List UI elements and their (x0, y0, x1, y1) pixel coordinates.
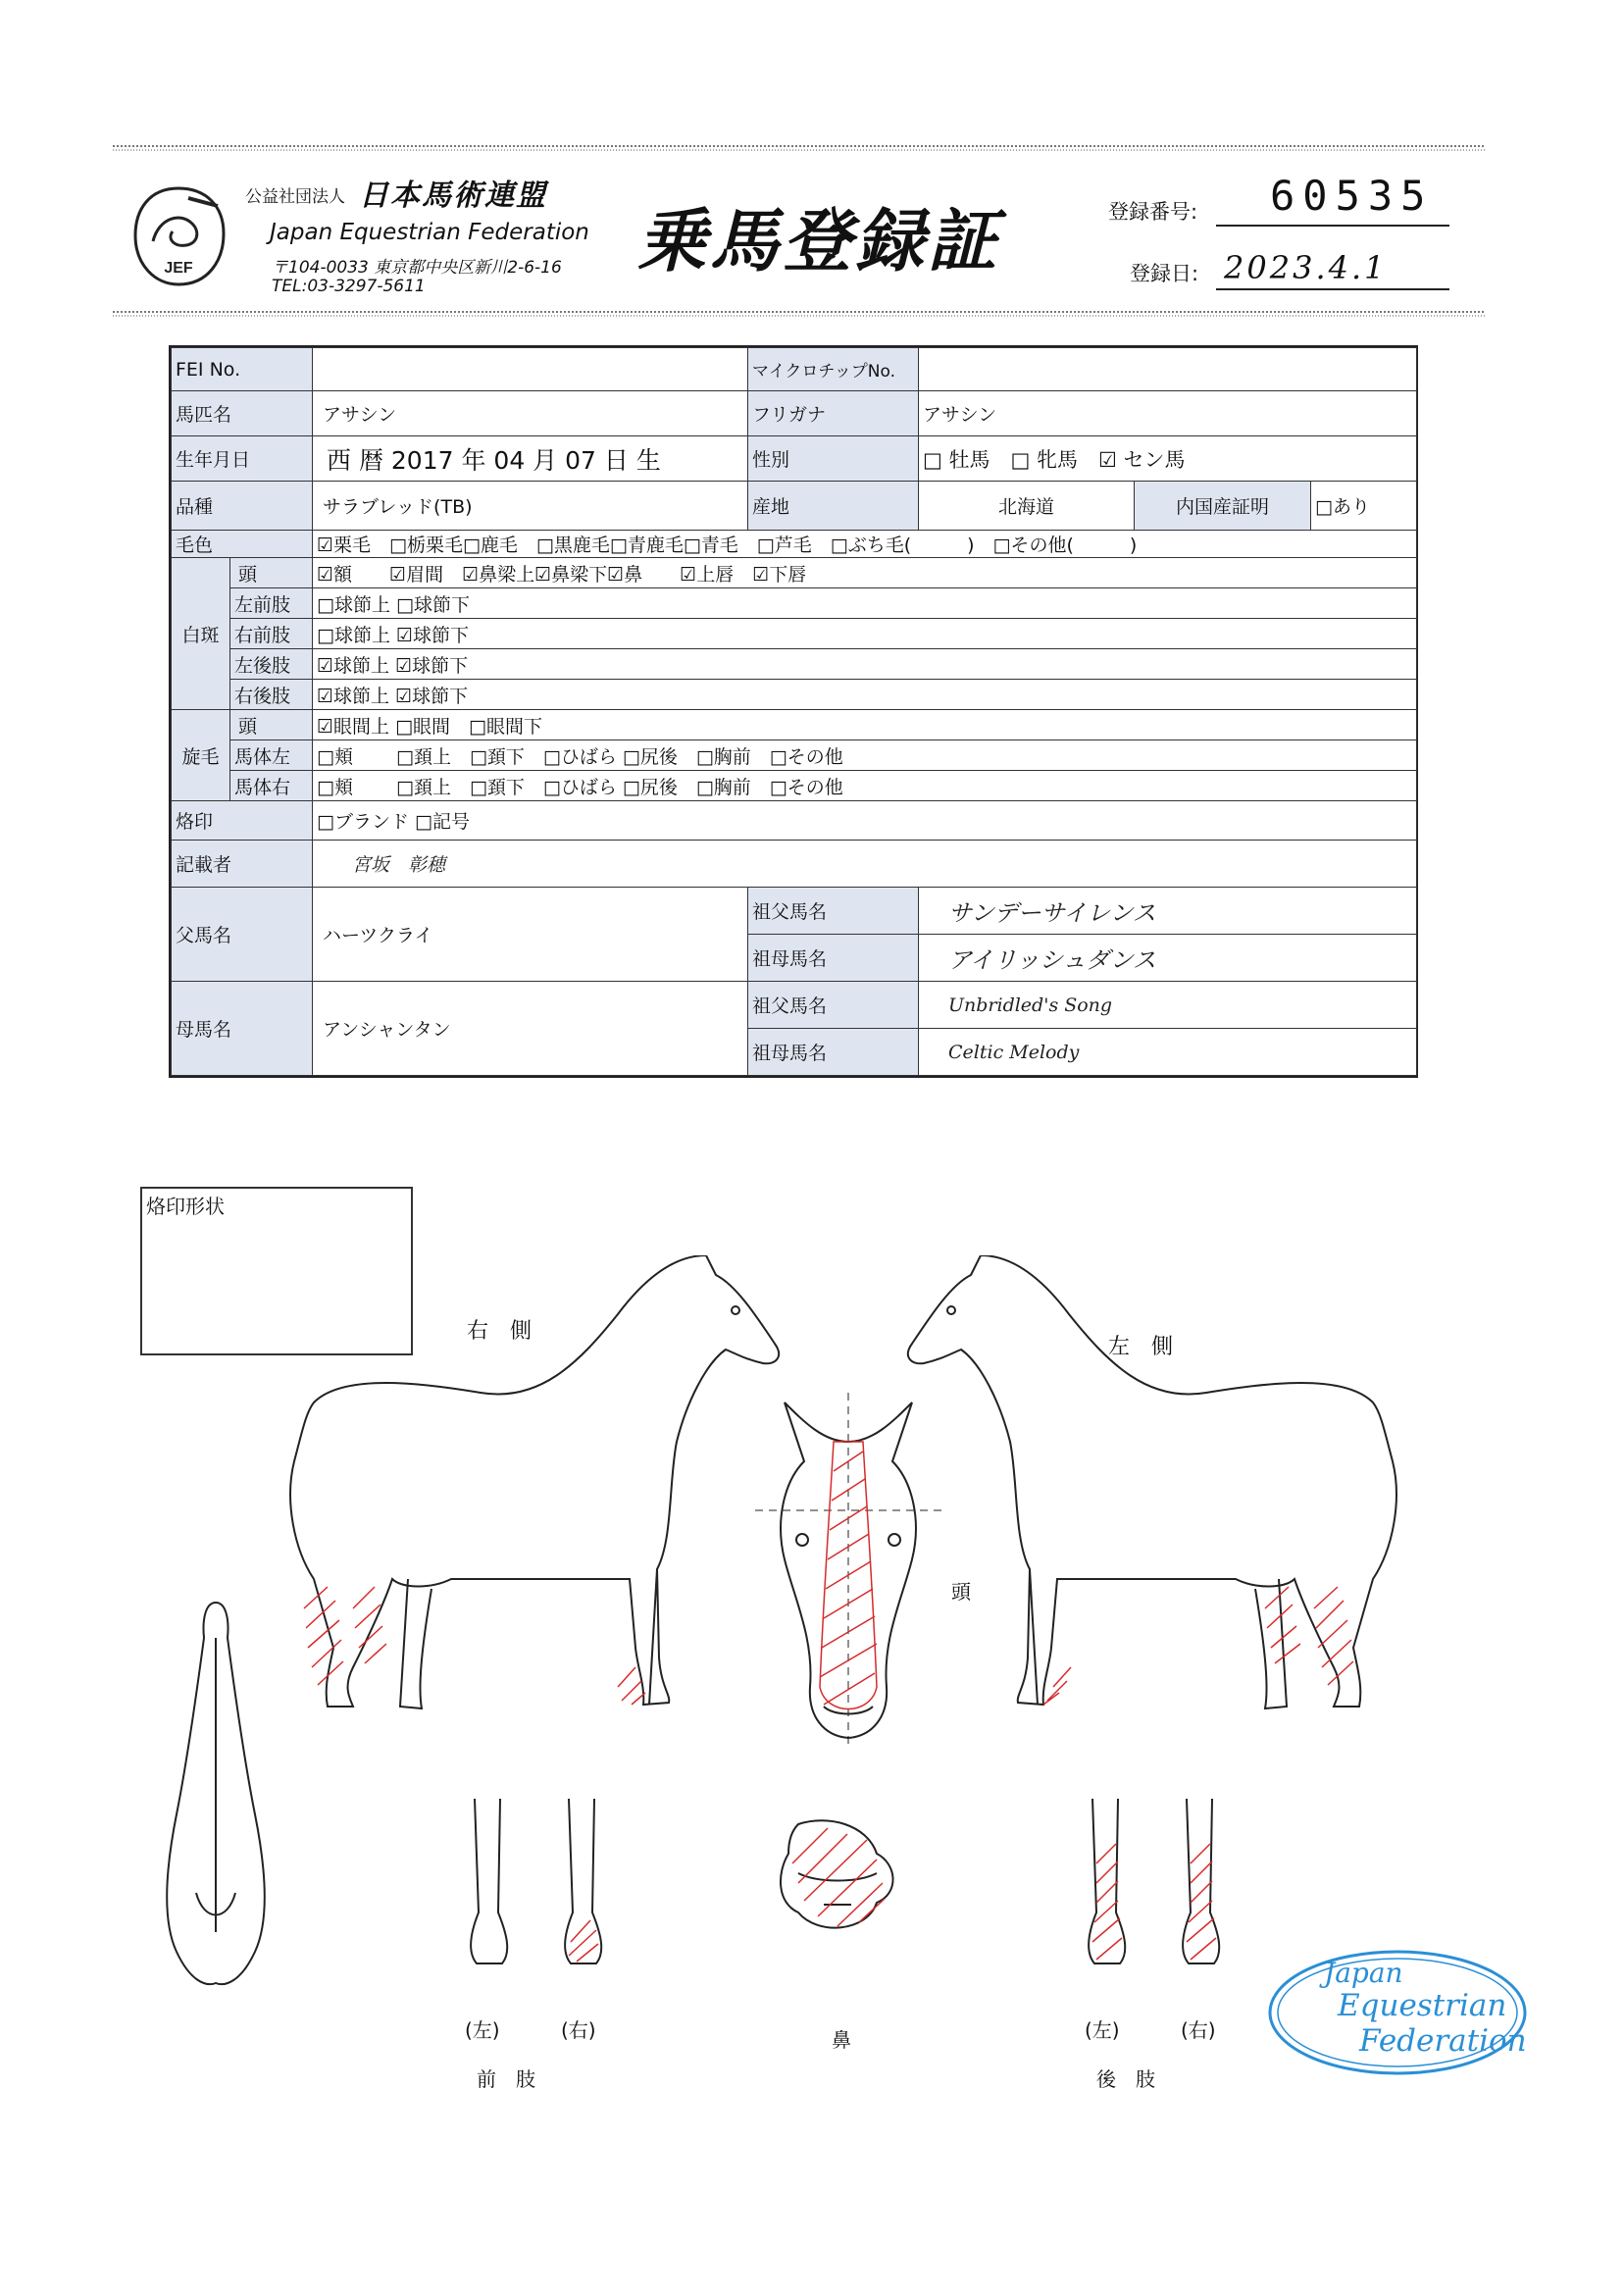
sex-label: 性別 (748, 436, 919, 482)
reg-date-underline (1216, 288, 1449, 290)
stamp-line-1: Japan (1324, 1957, 1403, 1989)
dam-value: アンシャンタン (313, 982, 748, 1076)
sire-label: 父馬名 (172, 888, 313, 982)
furigana-value: アサシン (919, 391, 1417, 436)
registration-form (169, 345, 1418, 1078)
fei-no-value (313, 348, 748, 391)
federation-stamp (1265, 1947, 1530, 2079)
dam-dam-value: Celtic Melody (919, 1029, 1417, 1076)
horse-name-value: アサシン (313, 391, 748, 436)
hind-legs-label: 後 肢 (1096, 2067, 1155, 2091)
hind-left-label: (左) (1085, 2018, 1120, 2042)
head-front-diagram (755, 1393, 941, 1746)
front-right-label: (右) (561, 2018, 596, 2042)
microchip-label: マイクロチップNo. (748, 348, 919, 391)
sire-sire-label: 祖父馬名 (748, 888, 919, 935)
origin-label: 産地 (748, 482, 919, 531)
logo-text: JEF (164, 260, 193, 277)
header-top-rule (113, 145, 1486, 151)
reg-no-underline (1216, 225, 1449, 227)
dam-sire-value: Unbridled's Song (919, 982, 1417, 1029)
furigana-label: フリガナ (748, 391, 919, 436)
right-side-label: 右 側 (467, 1319, 533, 1344)
head-label: 頭 (951, 1580, 971, 1604)
reg-date-value: 2023.4.1 (1224, 249, 1388, 286)
top-view-diagram (157, 1599, 275, 1991)
stamp-line-3: Federation (1359, 2023, 1527, 2059)
whorl-marks-head: ☑眼間上 □眼間 □眼間下 (313, 710, 1417, 740)
org-tel: TEL:03-3297-5611 (272, 277, 426, 296)
nose-label: 鼻 (832, 2028, 851, 2052)
white-part-right-fore: 右前肢 (230, 619, 313, 649)
birth-label: 生年月日 (172, 436, 313, 482)
coat-label: 毛色 (172, 531, 313, 558)
white-part-left-fore: 左前肢 (230, 588, 313, 619)
header-bottom-rule (113, 311, 1486, 317)
sire-dam-value: アイリッシュダンス (919, 935, 1417, 982)
domestic-cert-label: 内国産証明 (1135, 482, 1311, 531)
org-address: 〒104-0033 東京都中央区新川2-6-16 (272, 258, 562, 278)
white-marks-head: ☑額 ☑眉間 ☑鼻梁上☑鼻梁下☑鼻 ☑上唇 ☑下唇 (313, 558, 1417, 588)
whorl-part-body-right: 馬体右 (230, 771, 313, 801)
recorder-value: 宮坂 彰穂 (313, 841, 1417, 888)
dam-dam-label: 祖母馬名 (748, 1029, 919, 1076)
white-marking-label: 白斑 (172, 558, 230, 710)
hind-legs-diagram (1079, 1795, 1236, 1991)
reg-no-label: 登録番号: (1108, 200, 1198, 224)
front-legs-diagram (461, 1795, 618, 1991)
muzzle-diagram (769, 1814, 906, 1942)
white-part-head: 頭 (230, 558, 313, 588)
hind-right-label: (右) (1181, 2018, 1216, 2042)
fei-no-label: FEI No. (172, 348, 313, 391)
white-part-left-hind: 左後肢 (230, 649, 313, 680)
birth-value: 西 暦 2017 年 04 月 07 日 生 (313, 436, 748, 482)
reg-date-label: 登録日: (1130, 262, 1199, 285)
left-side-label: 左 側 (1108, 1335, 1174, 1359)
jef-logo (129, 184, 228, 288)
breed-label: 品種 (172, 482, 313, 531)
recorder-label: 記載者 (172, 841, 313, 888)
breed-value: サラブレッド(TB) (313, 482, 748, 531)
front-left-label: (左) (465, 2018, 500, 2042)
microchip-value (919, 348, 1417, 391)
whorl-label: 旋毛 (172, 710, 230, 801)
org-prefix: 公益社団法人 (245, 187, 345, 207)
dam-sire-label: 祖父馬名 (748, 982, 919, 1029)
sex-options: □ 牡馬 □ 牝馬 ☑ セン馬 (919, 436, 1417, 482)
brand-options: □ブランド □記号 (313, 801, 1417, 841)
sire-dam-label: 祖母馬名 (748, 935, 919, 982)
white-marks-left-fore: □球節上 □球節下 (313, 588, 1417, 619)
org-name-en: Japan Equestrian Federation (270, 220, 589, 245)
sire-value: ハーツクライ (313, 888, 748, 982)
document-title: 乗馬登録証 (637, 201, 1000, 281)
horse-name-label: 馬匹名 (172, 391, 313, 436)
origin-value: 北海道 (919, 482, 1135, 531)
stamp-line-2: Equestrian (1338, 1988, 1507, 2023)
white-marks-right-hind: ☑球節上 ☑球節下 (313, 680, 1417, 710)
brand-shape-label: 烙印形状 (146, 1195, 225, 1218)
whorl-part-body-left: 馬体左 (230, 740, 313, 771)
sire-sire-value: サンデーサイレンス (919, 888, 1417, 935)
whorl-part-head: 頭 (230, 710, 313, 740)
brand-label: 烙印 (172, 801, 313, 841)
whorl-marks-body-right: □頬 □頚上 □頚下 □ひばら □尻後 □胸前 □その他 (313, 771, 1417, 801)
whorl-marks-body-left: □頬 □頚上 □頚下 □ひばら □尻後 □胸前 □その他 (313, 740, 1417, 771)
white-part-right-hind: 右後肢 (230, 680, 313, 710)
front-legs-label: 前 肢 (477, 2067, 535, 2091)
dam-label: 母馬名 (172, 982, 313, 1076)
reg-no-value: 60535 (1270, 172, 1434, 220)
white-marks-right-fore: □球節上 ☑球節下 (313, 619, 1417, 649)
org-name-jp: 日本馬術連盟 (359, 178, 547, 213)
coat-options: ☑栗毛 □栃栗毛□鹿毛 □黒鹿毛□青鹿毛□青毛 □芦毛 □ぶち毛( ) □その他( ) (313, 531, 1417, 558)
white-marks-left-hind: ☑球節上 ☑球節下 (313, 649, 1417, 680)
domestic-cert-value: □あり (1311, 482, 1417, 531)
